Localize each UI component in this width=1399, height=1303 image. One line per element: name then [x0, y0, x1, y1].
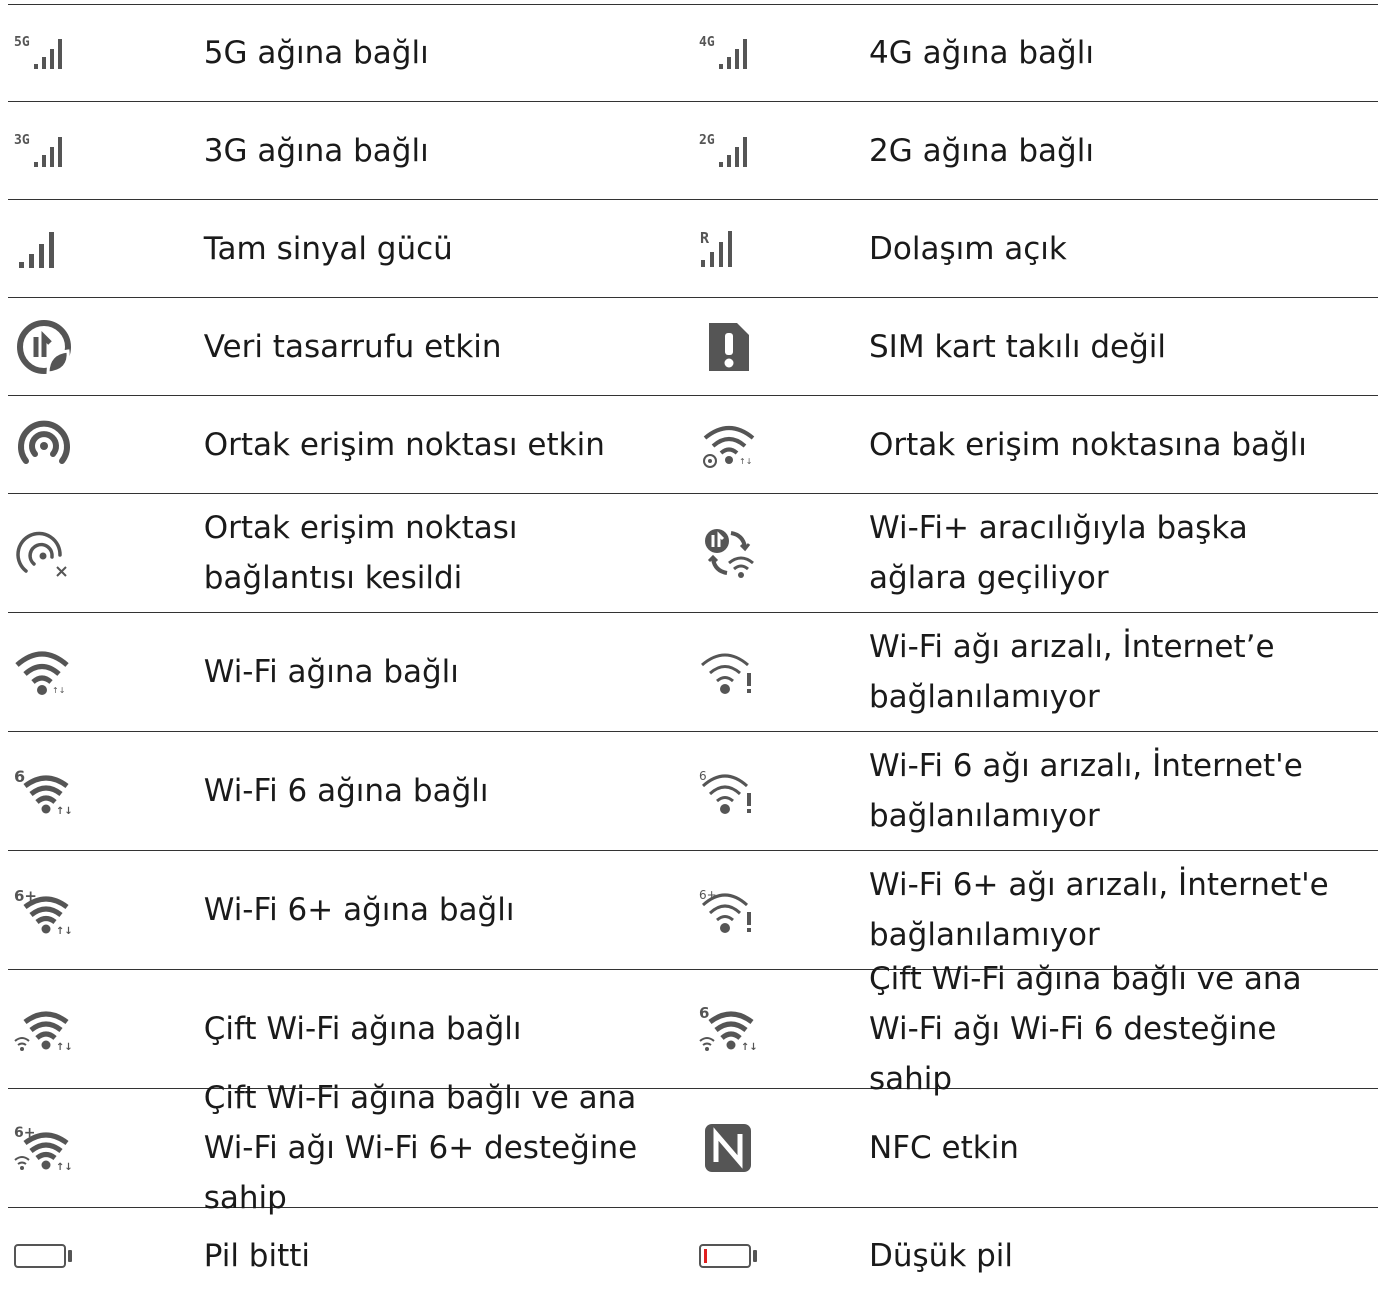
- table-row: [8, 961, 1378, 1097]
- svg-text:3G: 3G: [14, 132, 30, 148]
- table-row: [8, 200, 1378, 298]
- battery-empty-icon: [8, 1241, 204, 1271]
- svg-text:↑↓: ↑↓: [741, 1042, 758, 1053]
- svg-text:6: 6: [14, 767, 26, 786]
- cell-text: Veri tasarrufu etkin: [203, 328, 502, 365]
- cell-text: Çift Wi-Fi ağına bağlı ve ana Wi-Fi ağı Wi-Fi 6+ desteğine sahip: [203, 1080, 638, 1216]
- cell-text: 3G ağına bağlı: [203, 132, 429, 169]
- data-saver-icon: [8, 317, 204, 377]
- table-row: [8, 102, 1378, 200]
- cell-text: 2G ağına bağlı: [869, 132, 1094, 169]
- cell-text: Wi-Fi 6 ağına bağlı: [203, 773, 489, 809]
- cell-text: Tam sinyal gücü: [203, 230, 453, 267]
- 3g-signal-icon: [8, 131, 204, 171]
- roaming-signal-icon: [693, 226, 869, 272]
- hotspot-disconnected-icon: [8, 523, 204, 583]
- full-signal-icon: [8, 226, 204, 272]
- cell-text: 5G ağına bağlı: [203, 35, 429, 71]
- hotspot-connected-icon: [693, 420, 869, 470]
- table-row: [8, 5, 1378, 102]
- cell-text: Wi-Fi ağına bağlı: [203, 654, 459, 690]
- svg-text:6+: 6+: [14, 887, 38, 905]
- cell-text: Ortak erişim noktası etkin: [203, 426, 605, 463]
- table-row: [8, 851, 1378, 970]
- wifi6-error-icon: [693, 766, 869, 816]
- svg-text:↑↓: ↑↓: [52, 686, 66, 695]
- cell-text: Wi-Fi 6 ağı arızalı, İnternet'e bağlanılamıyor: [869, 748, 1303, 834]
- wifi-error-icon: [693, 647, 869, 697]
- svg-text:4G: 4G: [699, 35, 715, 50]
- wifi-plus-switching-icon: [693, 523, 869, 583]
- dual-wifi6plus-icon: [8, 1123, 204, 1173]
- wifi6-connected-icon: [8, 766, 204, 816]
- table-row: [8, 396, 1378, 494]
- table-row: [8, 298, 1378, 396]
- wifi6plus-connected-icon: [8, 885, 204, 935]
- 2g-signal-icon: [693, 131, 869, 171]
- table-row: [8, 1080, 1378, 1216]
- dual-wifi6-icon: [693, 1004, 869, 1054]
- dual-wifi-icon: [8, 1004, 204, 1054]
- svg-text:↑↓: ↑↓: [56, 1042, 73, 1053]
- svg-text:↑↓: ↑↓: [56, 806, 73, 816]
- 4g-signal-icon: [693, 33, 869, 73]
- cell-text: Dolaşım açık: [869, 230, 1067, 267]
- cell-text: 4G ağına bağlı: [869, 35, 1094, 71]
- battery-low-icon: [693, 1241, 869, 1271]
- cell-text: Çift Wi-Fi ağına bağlı ve ana Wi-Fi ağı Wi-Fi 6 desteğine sahip: [869, 961, 1302, 1097]
- svg-text:6: 6: [699, 769, 707, 783]
- svg-text:2G: 2G: [699, 132, 715, 148]
- svg-text:↑↓: ↑↓: [56, 1162, 73, 1173]
- svg-text:↑↓: ↑↓: [739, 456, 753, 466]
- sim-missing-icon: [693, 317, 869, 377]
- cell-text: SIM kart takılı değil: [869, 328, 1167, 365]
- cell-text: Wi-Fi 6+ ağı arızalı, İnternet'e bağlanılamıyor: [869, 867, 1329, 953]
- svg-text:R: R: [700, 228, 710, 247]
- cell-text: Ortak erişim noktasına bağlı: [869, 426, 1307, 463]
- 5g-signal-icon: [8, 33, 204, 73]
- svg-text:6+: 6+: [14, 1125, 36, 1141]
- cell-text: Wi-Fi 6+ ağına bağlı: [203, 892, 515, 928]
- svg-text:↑↓: ↑↓: [56, 926, 73, 935]
- cell-text: Wi-Fi ağı arızalı, İnternet’e bağlanılamıyor: [869, 629, 1275, 715]
- table-row: [8, 732, 1378, 851]
- cell-text: Wi-Fi+ aracılığıyla başka ağlara geçiliyor: [869, 510, 1248, 596]
- wifi6plus-error-icon: [693, 885, 869, 935]
- svg-text:6+: 6+: [699, 888, 717, 902]
- cell-text: Düşük pil: [869, 1237, 1014, 1274]
- svg-text:5G: 5G: [14, 35, 30, 50]
- table-row: [8, 494, 1378, 613]
- cell-text: NFC etkin: [869, 1130, 1019, 1166]
- nfc-icon: [693, 1118, 869, 1178]
- cell-text: Ortak erişim noktası bağlantısı kesildi: [203, 510, 518, 596]
- svg-text:6: 6: [699, 1004, 710, 1022]
- table-row: [8, 613, 1378, 732]
- wifi-connected-icon: [8, 647, 204, 697]
- icon-table: [8, 4, 1378, 1303]
- cell-text: Pil bitti: [203, 1237, 311, 1274]
- hotspot-on-icon: [8, 415, 204, 475]
- cell-text: Çift Wi-Fi ağına bağlı: [203, 1011, 522, 1047]
